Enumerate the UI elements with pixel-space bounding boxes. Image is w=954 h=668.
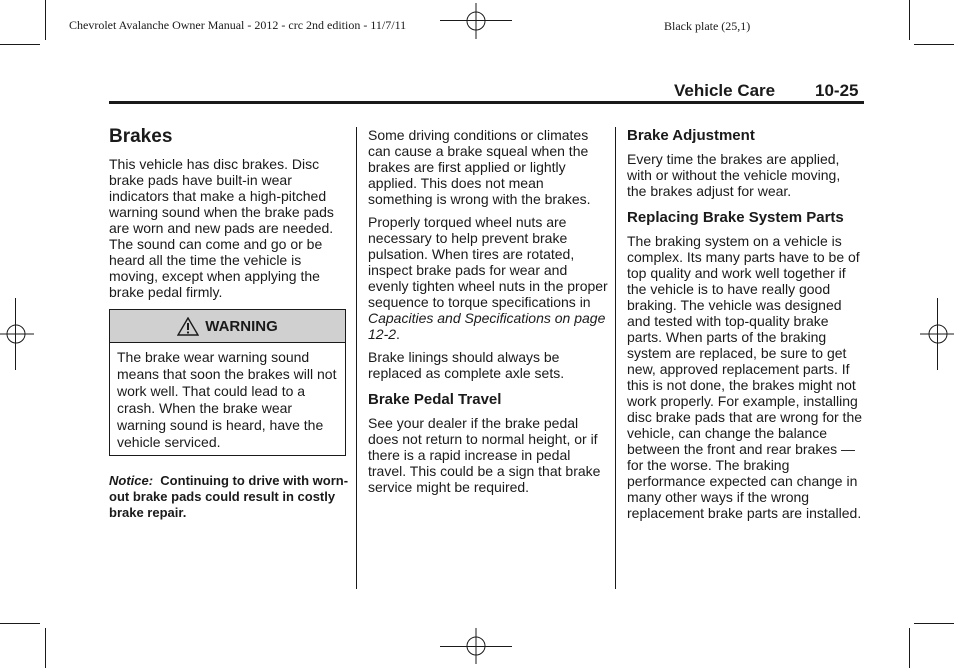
warning-text: The brake wear warning sound means that soon the brakes will not work well. That could lead to a crash. When the brake wear warning sound is heard, have the vehicle serviced.: [117, 349, 337, 450]
notice: [109, 473, 349, 521]
header-rule: [109, 101, 864, 104]
brake-adjustment-heading: Brake Adjustment: [627, 127, 755, 144]
crop-mark: [45, 0, 46, 40]
crop-mark: [0, 623, 40, 624]
brake-adjustment-text: Every time the brakes are applied, with or without the vehicle moving, the brakes adjust for wear.: [627, 151, 841, 199]
registration-mark-icon: [458, 3, 494, 39]
linings-paragraph: Brake linings should always be replaced as complete axle sets.: [368, 349, 565, 381]
crop-mark: [909, 628, 910, 668]
torque-text: Properly torqued wheel nuts are necessary to help prevent brake pulsation. When tires are rotated, inspect brake pads for wear and evenly tighten wheel nuts in the proper sequence to torque specifications in: [368, 214, 608, 310]
pedal-travel-heading: Brake Pedal Travel: [368, 391, 502, 408]
notice-text: Continuing to drive with worn-out brake pads could result in costly brake repair.: [109, 473, 349, 520]
replacing-parts-text: The braking system on a vehicle is complex. Its many parts have to be of top quality and work well together if the vehicle is to have really good braking. The vehicle was designed and tested with top-quality brake parts. When parts of the braking system are replaced, be sure to get new, approved replacement parts. If this is not done, the brakes might not work properly. For example, installing disc brake pads that are wrong for the vehicle, can change the balance between the front and rear brakes — for the worse. The braking performance expected can change in many other ways if the wrong replacement brake parts are installed.: [627, 233, 863, 521]
column-3: [627, 127, 863, 528]
plate-label: Black plate (25,1): [664, 19, 751, 33]
replacing-parts-heading: Replacing Brake System Parts: [627, 209, 844, 226]
column-1: [109, 126, 349, 307]
torque-paragraph: [368, 214, 608, 342]
column-divider: [356, 127, 357, 589]
crop-mark: [45, 628, 46, 668]
crop-mark: [914, 44, 954, 45]
pedal-travel-text: See your dealer if the brake pedal does not return to normal height, or if there is a rapid increase in pedal travel. This could be a sign that brake service might be required.: [368, 415, 601, 495]
crop-mark: [914, 623, 954, 624]
registration-mark-icon: [458, 628, 494, 664]
crop-mark: [0, 44, 40, 45]
capacities-link[interactable]: Capacities and Specifications on page 12-2: [368, 310, 606, 342]
column-divider: [615, 127, 616, 589]
warning-box: [109, 309, 346, 456]
registration-mark-icon: [920, 316, 954, 352]
section-title: Vehicle Care: [674, 81, 776, 100]
page-number: 10-25: [815, 81, 859, 100]
brakes-heading: Brakes: [109, 126, 173, 147]
squeal-paragraph: Some driving conditions or climates can cause a brake squeal when the brakes are first applied or lightly applied. This does not mean something is wrong with the brakes.: [368, 127, 591, 207]
torque-end: .: [396, 326, 400, 342]
crop-mark: [909, 0, 910, 40]
manual-header: Chevrolet Avalanche Owner Manual - 2012 - crc 2nd edition - 11/7/11: [69, 18, 407, 32]
warning-header: [110, 310, 345, 343]
registration-mark-icon: [0, 316, 34, 352]
warning-triangle-icon: [177, 317, 199, 336]
brakes-intro: This vehicle has disc brakes. Disc brake pads have built-in wear indicators that make a high-pitched warning sound when the brake pads are worn and new pads are needed. The sound can come and go or be heard all the time the vehicle is moving, except when applying the brake pedal firmly.: [109, 156, 334, 300]
notice-label: Notice:: [109, 473, 154, 488]
column-2: [368, 127, 608, 502]
warning-label: WARNING: [205, 317, 278, 335]
